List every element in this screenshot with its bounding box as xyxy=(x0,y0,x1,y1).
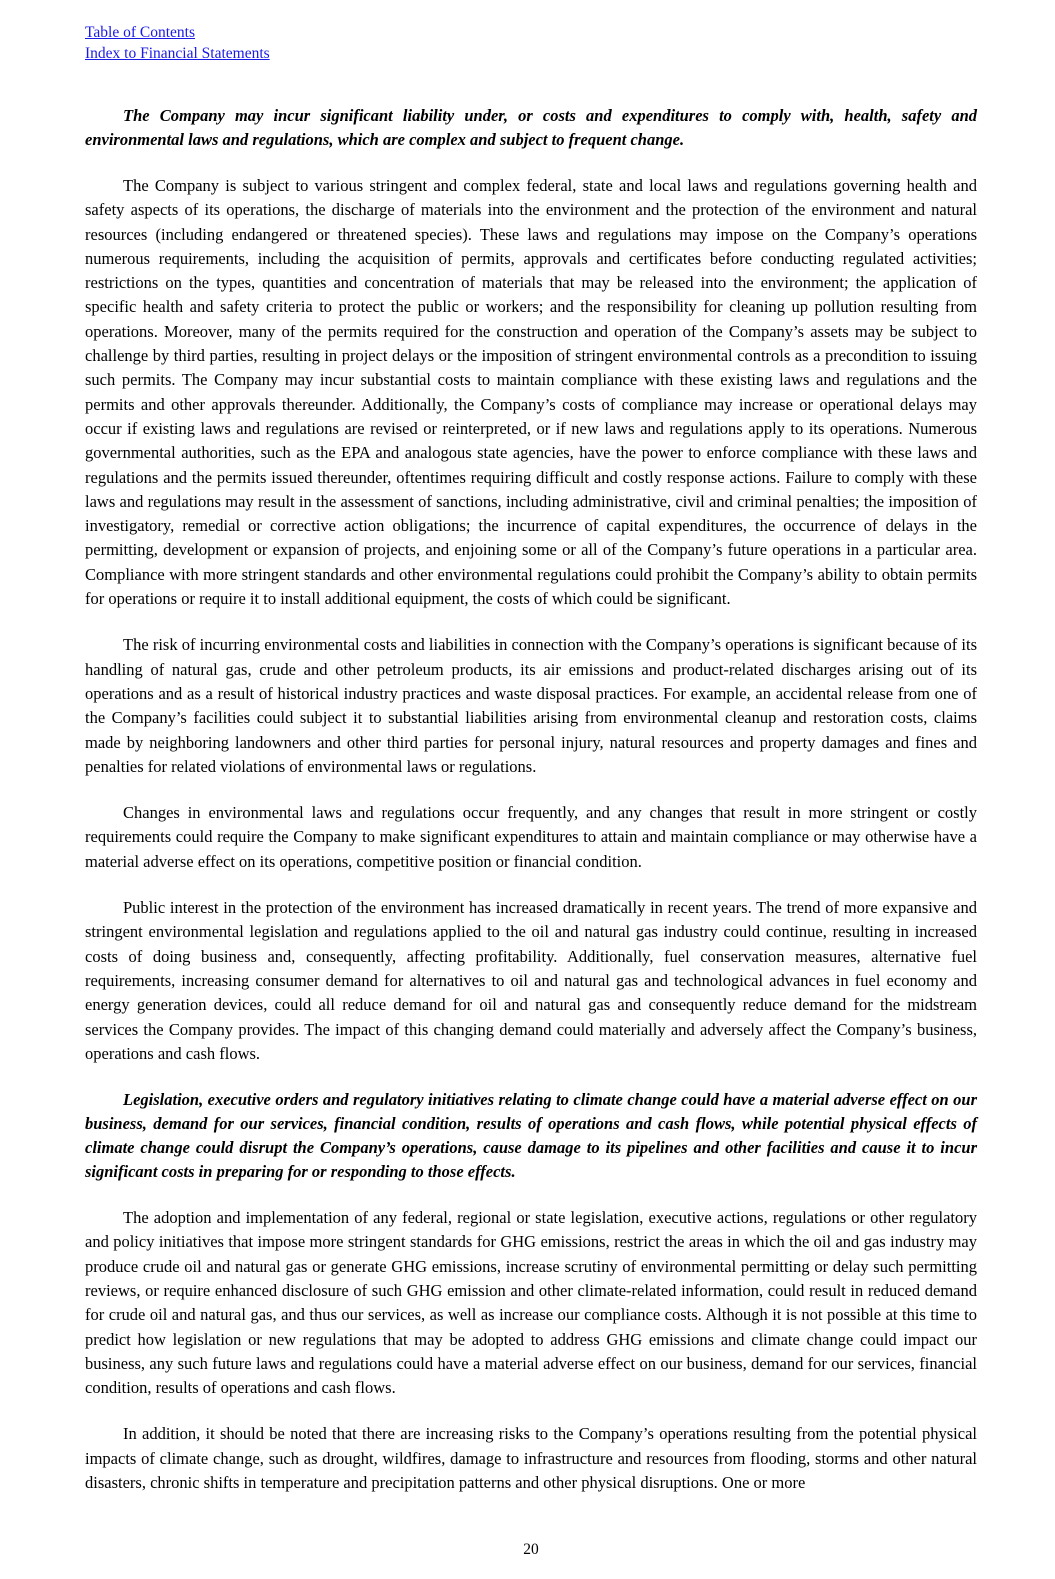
section-heading-environmental-liability: The Company may incur significant liability under, or costs and expenditures to comply with, health, safety and environmental laws and regulations, which are complex and subject to frequent change. xyxy=(85,106,977,149)
paragraph-ghg-legislation: The adoption and implementation of any federal, regional or state legislation, executive actions, regulations or other regulatory and policy initiatives that impose more stringent standards for GHG emissions, restrict the areas in which the oil and gas industry may produce crude oil and natural gas or generate GHG emissions, increase scrutiny of environmental permitting or delay such permitting reviews, or require enhanced disclosure of such GHG emission and other climate-related information, could result in reduced demand for crude oil and natural gas, and thus our services, as well as increase our compliance costs. Although it is not possible at this time to predict how legislation or new regulations that may be adopted to address GHG emissions and climate change could impact our business, any such future laws and regulations could have a material adverse effect on our business, demand for our services, financial condition, results of operations and cash flows. xyxy=(85,1208,977,1398)
paragraph-environmental-cost-risk: The risk of incurring environmental costs and liabilities in connection with the Company’s operations is significant because of its handling of natural gas, crude and other petroleum products, its air emissions and product-related discharges arising out of its operations and as a result of historical industry practices and waste disposal practices. For example, an accidental release from one of the Company’s facilities could subject it to substantial liabilities arising from environmental cleanup and restoration costs, claims made by neighboring landowners and other third parties for personal injury, natural resources and property damages and fines and penalties for related violations of environmental laws or regulations. xyxy=(85,635,977,776)
index-to-financial-statements-link[interactable]: Index to Financial Statements xyxy=(85,45,270,62)
paragraph-environmental-laws-overview: The Company is subject to various stringent and complex federal, state and local laws and regulations governing health and safety aspects of its operations, the discharge of materials into the environment and the protection of the environment and natural resources (including endangered or threatened species). These laws and regulations may impose on the Company’s operations numerous requirements, including the acquisition of permits, approvals and certificates before conducting regulated activities; restrictions on the types, quantities and concentration of materials that may be released into the environment; the application of specific health and safety criteria to protect the public or workers; and the responsibility for cleaning up pollution resulting from operations. Moreover, many of the permits required for the construction and operation of the Company’s assets may be subject to challenge by third parties, resulting in project delays or the imposition of stringent environmental controls as a precondition to issuing such permits. The Company may incur substantial costs to maintain compliance with these existing laws and regulations and the permits and other approvals thereunder. Additionally, the Company’s costs of compliance may increase or operational delays may occur if existing laws and regulations are revised or reinterpreted, or if new laws and regulations apply to its operations. Numerous governmental authorities, such as the EPA and analogous state agencies, have the power to enforce compliance with these laws and regulations and the permits issued thereunder, oftentimes requiring difficult and costly response actions. Failure to comply with these laws and regulations may result in the assessment of sanctions, including administrative, civil and criminal penalties; the imposition of investigatory, remedial or corrective action obligations; the incurrence of capital expenditures, the occurrence of delays in the permitting, development or expansion of projects, and enjoining some or all of the Company’s future operations in a particular area. Compliance with more stringent standards and other environmental regulations could prohibit the Company’s ability to obtain permits for operations or require it to install additional equipment, the costs of which could be significant. xyxy=(85,176,977,609)
page-header-links xyxy=(85,22,977,64)
paragraph-public-interest: Public interest in the protection of the environment has increased dramatically in recent years. The trend of more expansive and stringent environmental legislation and regulations applied to the oil and natural gas industry could continue, resulting in increased costs of doing business and, consequently, affecting profitability. Additionally, fuel conservation measures, alternative fuel requirements, increasing consumer demand for alternatives to oil and natural gas and technological advances in fuel economy and energy generation devices, could all reduce demand for oil and natural gas and consequently reduce demand for the midstream services the Company provides. The impact of this changing demand could materially and adversely affect the Company’s business, operations and cash flows. xyxy=(85,898,977,1063)
paragraph-physical-impacts: In addition, it should be noted that there are increasing risks to the Company’s operations resulting from the potential physical impacts of climate change, such as drought, wildfires, damage to infrastructure and resources from flooding, storms and other natural disasters, chronic shifts in temperature and precipitation patterns and other physical disruptions. One or more xyxy=(85,1424,977,1493)
paragraph-changes-in-laws: Changes in environmental laws and regulations occur frequently, and any changes that result in more stringent or costly requirements could require the Company to make significant expenditures to attain and maintain compliance or may otherwise have a material adverse effect on its operations, competitive position or financial condition. xyxy=(85,803,977,871)
section-heading-climate-change: Legislation, executive orders and regulatory initiatives relating to climate change could have a material adverse effect on our business, demand for our services, financial condition, results of operations and cash flows, while potential physical effects of climate change could disrupt the Company’s operations, cause damage to its pipelines and other facilities and cause it to incur significant costs in preparing for or responding to those effects. xyxy=(85,1090,977,1182)
table-of-contents-link[interactable]: Table of Contents xyxy=(85,24,195,41)
page-number: 20 xyxy=(523,1541,539,1559)
